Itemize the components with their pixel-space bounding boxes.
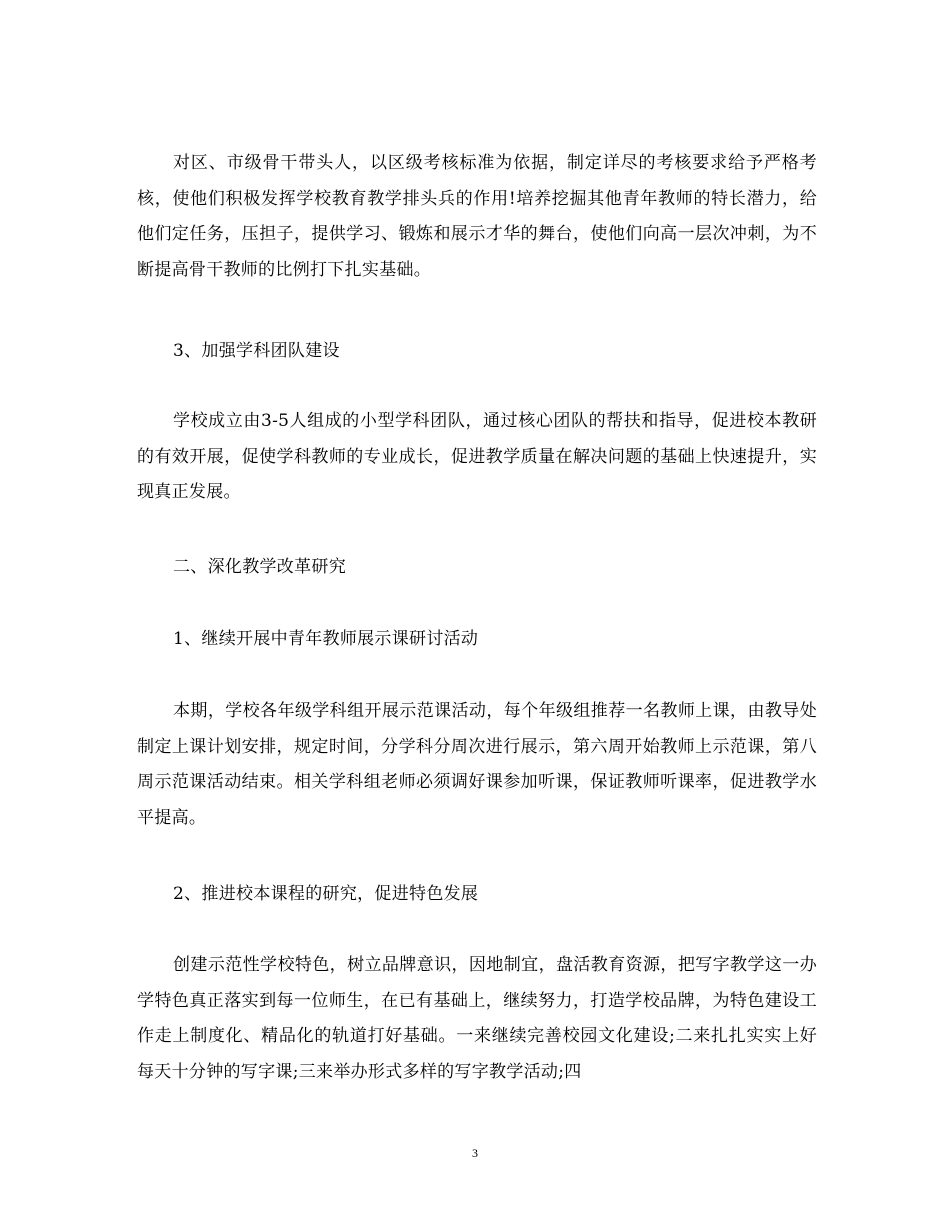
page-number: 3 bbox=[472, 1146, 478, 1160]
heading-school-curriculum: 2、推进校本课程的研究，促进特色发展 bbox=[173, 884, 479, 904]
heading-demo-lessons: 1、继续开展中青年教师展示课研讨活动 bbox=[173, 629, 479, 649]
paragraph-demo-lessons: 本期，学校各年级学科组开展示范课活动，每个年级组推荐一名教师上课，由教导处制定上课计划安排，规定时间，分学科分周次进行展示，第六周开始教师上示范课，第八周示范课活动结束。相关学科组老师必须调好课参加听课，保证教师听课率，促进教学水平提高。 bbox=[137, 701, 817, 828]
heading-teaching-reform: 二、深化教学改革研究 bbox=[173, 557, 346, 577]
paragraph-school-curriculum: 创建示范性学校特色，树立品牌意识，因地制宜，盘活教育资源，把写字教学这一办学特色真正落实到每一位师生，在已有基础上，继续努力，打造学校品牌，为特色建设工作走上制度化、精品化的轨道打好基础。一来继续完善校园文化建设;二来扎扎实实上好每天十分钟的写字课;三来举办形式多样的写字教学活动;四 bbox=[137, 955, 817, 1082]
heading-subject-team: 3、加强学科团队建设 bbox=[173, 341, 340, 361]
paragraph-subject-team: 学校成立由3-5人组成的小型学科团队，通过核心团队的帮扶和指导，促进校本教研的有效开展，促使学科教师的专业成长，促进教学质量在解决问题的基础上快速提升，实现真正发展。 bbox=[137, 411, 817, 502]
paragraph-backbone-teachers: 对区、市级骨干带头人，以区级考核标准为依据，制定详尽的考核要求给予严格考核，使他们积极发挥学校教育教学排头兵的作用!培养挖掘其他青年教师的特长潜力，给他们定任务，压担子，提供学习、锻炼和展示才华的舞台，使他们向高一层次冲刺，为不断提高骨干教师的比例打下扎实基础。 bbox=[137, 153, 817, 280]
